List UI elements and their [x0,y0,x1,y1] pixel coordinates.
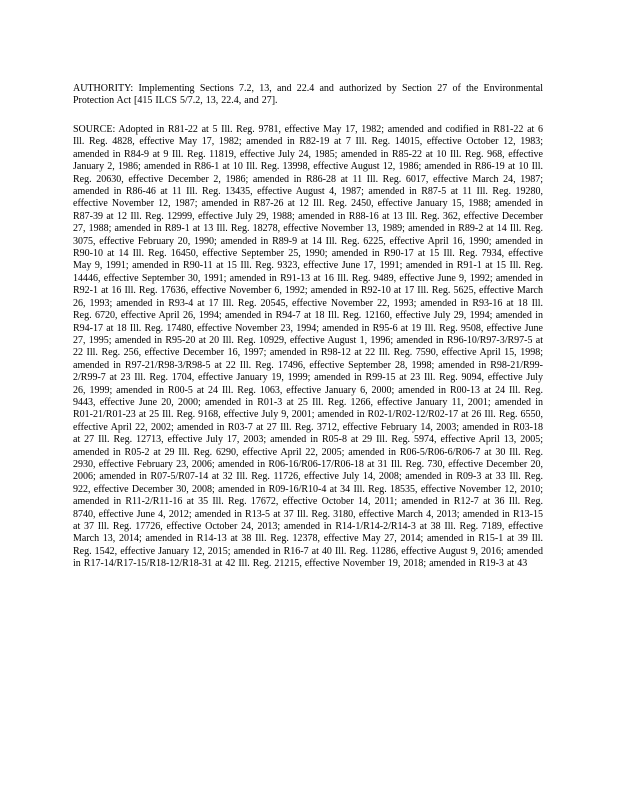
source-note: SOURCE: Adopted in R81-22 at 5 Ill. Reg. 9781, effective May 17, 1982; amended and codified in R81-22 at 6 Ill. Reg. 4828, effective May 17, 1982; amended in R82-19 at 7 Ill. Reg. 14015, effective October 12, 1983; amended in R84-9 at 9 Ill. Reg. 11819, effective July 24, 1985; amended in R85-22 at 10 Ill. Reg. 968, effective January 2, 1986; amended in R86-1 at 10 Ill. Reg. 13998, effective August 12, 1986; amended in R86-19 at 10 Ill. Reg. 20630, effective December 2, 1986; amended in R86-28 at 11 Ill. Reg. 6017, effective March 24, 1987; amended in R86-46 at 11 Ill. Reg. 13435, effective August 4, 1987; amended in R87-5 at 11 Ill. Reg. 19280, effective November 12, 1987; amended in R87-26 at 12 Ill. Reg. 2450, effective January 15, 1988; amended in R87-39 at 12 Ill. Reg. 12999, effective July 29, 1988; amended in R88-16 at 13 Ill. Reg. 362, effective December 27, 1988; amended in R89-1 at 13 Ill. Reg. 18278, effective November 13, 1989; amended in R89-2 at 14 Ill. Reg. 3075, effective February 20, 1990; amended in R89-9 at 14 Ill. Reg. 6225, effective April 16, 1990; amended in R90-10 at 14 Ill. Reg. 16450, effective September 25, 1990; amended in R90-17 at 15 Ill. Reg. 7934, effective May 9, 1991; amended in R90-11 at 15 Ill. Reg. 9323, effective June 17, 1991; amended in R91-1 at 15 Ill. Reg. 14446, effective September 30, 1991; amended in R91-13 at 16 Ill. Reg. 9489, effective June 9, 1992; amended in R92-1 at 16 Ill. Reg. 17636, effective November 6, 1992; amended in R92-10 at 17 Ill. Reg. 5625, effective March 26, 1993; amended in R93-4 at 17 Ill. Reg. 20545, effective November 22, 1993; amended in R93-16 at 18 Ill. Reg. 6720, effective April 26, 1994; amended in R94-7 at 18 Ill. Reg. 12160, effective July 29, 1994; amended in R94-17 at 18 Ill. Reg. 17480, effective November 23, 1994; amended in R95-6 at 19 Ill. Reg. 9508, effective June 27, 1995; amended in R95-20 at 20 Ill. Reg. 10929, effective August 1, 1996; amended in R96-10/R97-3/R97-5 at 22 Ill. Reg. 256, effective December 16, 1997; amended in R98-12 at 22 Ill. Reg. 7590, effective April 15, 1998; amended in R97-21/R98-3/R98-5 at 22 Ill. Reg. 17496, effective September 28, 1998; amended in R98-21/R99-2/R99-7 at 23 Ill. Reg. 1704, effective January 19, 1999; amended in R99-15 at 23 Ill. Reg. 9094, effective July 26, 1999; amended in R00-5 at 24 Ill. Reg. 1063, effective January 6, 2000; amended in R00-13 at 24 Ill. Reg. 9443, effective June 20, 2000; amended in R01-3 at 25 Ill. Reg. 1266, effective January 11, 2001; amended in R01-21/R01-23 at 25 Ill. Reg. 9168, effective July 9, 2001; amended in R02-1/R02-12/R02-17 at 26 Ill. Reg. 6550, effective April 22, 2002; amended in R03-7 at 27 Ill. Reg. 3712, effective February 14, 2003; amended in R03-18 at 27 Ill. Reg. 12713, effective July 17, 2003; amended in R05-8 at 29 Ill. Reg. 5974, effective April 13, 2005; amended in R05-2 at 29 Ill. Reg. 6290, effective April 22, 2005; amended in R06-5/R06-6/R06-7 at 30 Ill. Reg. 2930, effective February 23, 2006; amended in R06-16/R06-17/R06-18 at 31 Ill. Reg. 730, effective December 20, 2006; amended in R07-5/R07-14 at 32 Ill. Reg. 11726, effective July 14, 2008; amended in R09-3 at 33 Ill. Reg. 922, effective December 30, 2008; amended in R09-16/R10-4 at 34 Ill. Reg. 18535, effective November 12, 2010; amended in R11-2/R11-16 at 35 Ill. Reg. 17672, effective October 14, 2011; amended in R12-7 at 36 Ill. Reg. 8740, effective June 4, 2012; amended in R13-5 at 37 Ill. Reg. 3180, effective March 4, 2013; amended in R13-15 at 37 Ill. Reg. 17726, effective October 24, 2013; amended in R14-1/R14-2/R14-3 at 38 Ill. Reg. 7189, effective March 13, 2014; amended in R14-13 at 38 Ill. Reg. 12378, effective May 27, 2014; amended in R15-1 at 39 Ill. Reg. 1542, effective January 12, 2015; amended in R16-7 at 40 Ill. Reg. 11286, effective August 9, 2016; amended in R17-14/R17-15/R18-12/R18-31 at 42 Ill. Reg. 21215, effective November 19, 2018; amended in R19-3 at 43 [73,124,543,570]
authority-note: AUTHORITY: Implementing Sections 7.2, 13, and 22.4 and authorized by Section 27 of the Environmental Protection Act [415 ILCS 5/7.2, 13, 22.4, and 27]. [73,83,543,107]
